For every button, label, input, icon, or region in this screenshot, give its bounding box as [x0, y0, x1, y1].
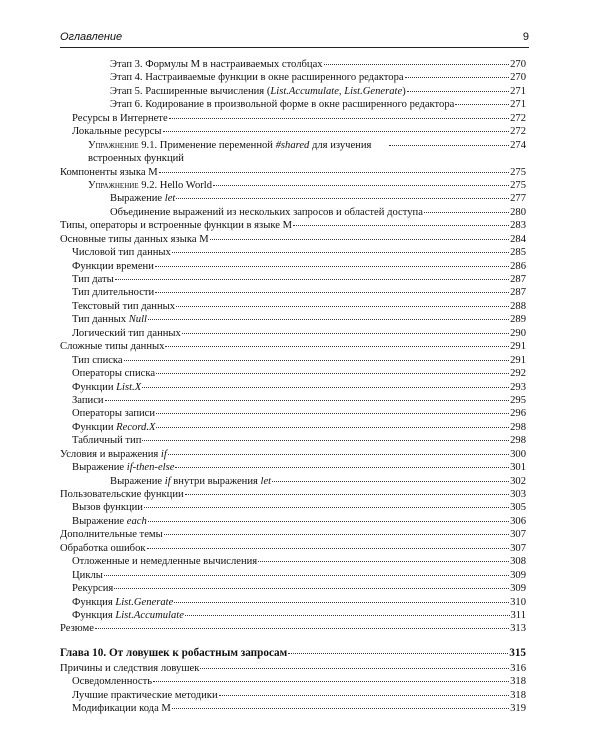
dot-leader	[147, 548, 510, 549]
toc-entry-title	[72, 461, 174, 474]
dot-leader	[104, 575, 509, 576]
toc-entry-title-part: Пользовательские функции	[60, 489, 184, 501]
toc-entry-title-part: let	[164, 193, 176, 205]
dot-leader	[324, 64, 510, 65]
dot-leader	[424, 212, 509, 213]
dot-leader	[176, 306, 509, 307]
toc-page-number: 270	[510, 59, 526, 70]
table-of-contents	[60, 58, 526, 716]
toc-entry[interactable]	[60, 327, 526, 340]
toc-page-number: 310	[510, 596, 526, 608]
toc-entry-title-part: Record.X	[116, 421, 156, 433]
toc-page-number: 296	[510, 408, 526, 420]
dot-leader	[115, 279, 509, 280]
toc-page-number: 270	[510, 72, 526, 84]
toc-entry-title-part: Компоненты языка М	[60, 166, 158, 178]
toc-entry[interactable]	[60, 488, 526, 501]
toc-page-number: 308	[510, 556, 526, 568]
dot-leader	[148, 521, 509, 522]
dot-leader	[114, 588, 509, 589]
toc-entry[interactable]	[60, 179, 526, 192]
dot-leader	[175, 467, 509, 468]
toc-entry-title	[60, 448, 167, 461]
toc-entry-title-part: Этап 6. Кодирование в произвольной форме в окне расширенного редактора	[110, 99, 455, 111]
toc-entry[interactable]	[60, 246, 526, 259]
toc-page-number: 309	[510, 569, 526, 581]
toc-entry-title-part: Тип длительности	[72, 287, 155, 299]
toc-entry-title-part: Null	[128, 314, 147, 326]
toc-entry-title-part: List.X	[116, 381, 142, 393]
toc-entry-title-part: let	[260, 475, 272, 487]
toc-page-number: 295	[510, 394, 526, 406]
toc-entry[interactable]	[60, 622, 526, 635]
toc-entry[interactable]	[60, 475, 526, 488]
toc-entry-title-part: List.Generate	[344, 85, 403, 97]
toc-entry-title	[72, 300, 175, 313]
toc-entry-title-part: Основные типы данных языка М	[60, 233, 209, 245]
toc-page-number: 271	[510, 99, 526, 111]
toc-page-number: 289	[510, 314, 526, 326]
toc-entry-title	[72, 515, 147, 528]
toc-entry[interactable]	[60, 381, 526, 394]
toc-entry-title	[72, 286, 154, 299]
toc-entry-title-part: внутри выражения	[170, 475, 261, 487]
toc-entry-title-part: Лучшие практические методики	[72, 689, 218, 701]
toc-entry-title-part: Ресурсы в Интернете	[72, 112, 168, 124]
toc-entry-title-part: if	[164, 475, 171, 487]
dot-leader	[124, 360, 509, 361]
dot-leader	[185, 615, 510, 616]
toc-page-number: 280	[510, 206, 526, 218]
toc-entry-title-part: Причины и следствия ловушек	[60, 662, 200, 674]
dot-leader	[156, 373, 509, 374]
toc-entry-title-part: Выражение	[110, 475, 165, 487]
toc-entry-title	[110, 192, 175, 205]
page-number: 9	[522, 31, 529, 43]
toc-entry[interactable]	[60, 367, 526, 380]
toc-entry-title	[72, 555, 257, 568]
toc-entry-title-part: Отложенные и немедленные вычисления	[72, 556, 258, 568]
toc-entry-title	[88, 179, 212, 192]
dot-leader	[169, 118, 509, 119]
toc-entry[interactable]	[60, 596, 526, 609]
toc-page-number: 309	[510, 583, 526, 595]
dot-leader	[293, 225, 509, 226]
toc-page-number: 287	[510, 287, 526, 299]
toc-page-number: 285	[510, 247, 526, 259]
toc-entry-title-part: Логический тип данных	[72, 327, 181, 339]
toc-entry[interactable]	[60, 448, 526, 461]
toc-entry-title	[72, 609, 184, 622]
toc-entry[interactable]	[60, 112, 526, 125]
toc-entry-title	[60, 166, 158, 179]
toc-entry-title-part: Рекурсия	[72, 583, 114, 595]
toc-entry-title-part: each	[126, 515, 147, 527]
dot-leader	[407, 91, 509, 92]
toc-page-number: 316	[510, 662, 526, 674]
toc-entry[interactable]	[60, 125, 526, 138]
dot-leader	[142, 387, 509, 388]
toc-page-number: 318	[510, 676, 526, 688]
toc-entry-title-part: Табличный тип	[72, 435, 142, 447]
toc-entry[interactable]	[60, 219, 526, 232]
toc-entry-title	[60, 219, 292, 232]
toc-entry[interactable]	[60, 300, 526, 313]
header-rule	[60, 47, 529, 48]
running-header	[60, 31, 529, 43]
toc-entry[interactable]	[60, 542, 526, 555]
toc-entry[interactable]	[60, 313, 526, 326]
toc-page-number: 272	[510, 126, 526, 138]
toc-entry-title	[60, 340, 164, 353]
dot-leader	[213, 185, 509, 186]
dot-leader	[168, 454, 509, 455]
toc-page-number: 277	[510, 193, 526, 205]
toc-entry[interactable]	[60, 98, 526, 111]
dot-leader	[210, 239, 509, 240]
toc-page-number: 307	[510, 542, 526, 554]
toc-entry-title-part: Вызов функции	[72, 502, 143, 514]
toc-page-number: 291	[510, 354, 526, 366]
toc-entry-title	[72, 260, 154, 273]
toc-entry-title	[72, 675, 152, 688]
toc-entry-title-part: ,	[338, 85, 345, 97]
toc-entry[interactable]	[60, 702, 526, 715]
toc-entry-title-part: Выражение	[72, 462, 127, 474]
toc-entry-title-part: для изучения встроенных функций	[88, 139, 372, 165]
toc-entry-title	[110, 206, 423, 219]
dot-leader	[95, 628, 509, 629]
toc-entry[interactable]	[60, 689, 526, 702]
toc-entry-title	[72, 434, 141, 447]
toc-entry-title	[72, 381, 141, 394]
toc-entry-title	[88, 139, 388, 166]
toc-entry-title-part: 9.2. Hello World	[138, 179, 213, 191]
toc-entry-title	[72, 125, 162, 138]
toc-entry[interactable]	[60, 609, 526, 622]
toc-entry[interactable]	[60, 675, 526, 688]
toc-entry-title	[110, 85, 406, 98]
toc-entry-title	[72, 702, 171, 715]
toc-page-number: 271	[510, 85, 526, 97]
toc-page-number: 301	[510, 462, 526, 474]
dot-leader	[148, 319, 509, 320]
toc-entry-title-part: if	[160, 448, 167, 460]
toc-entry[interactable]	[60, 206, 526, 219]
toc-entry-title	[72, 313, 147, 326]
toc-page-number: 292	[510, 368, 526, 380]
toc-entry-title	[72, 273, 114, 286]
dot-leader	[405, 77, 510, 78]
toc-entry-title	[72, 569, 103, 582]
toc-page-number: 291	[510, 341, 526, 353]
toc-entry[interactable]	[60, 555, 526, 568]
section-gap	[60, 636, 526, 645]
dot-leader	[156, 413, 509, 414]
toc-entry-title-part: Упражнение	[88, 139, 139, 151]
toc-page-number: 283	[510, 220, 526, 232]
toc-entry-title-part: Записи	[72, 394, 104, 406]
toc-page-number: 286	[510, 260, 526, 272]
dot-leader	[182, 333, 509, 334]
toc-entry-title-part: Осведомленность	[72, 676, 153, 688]
toc-entry-title-part: #shared	[275, 139, 310, 151]
toc-entry[interactable]	[60, 662, 526, 675]
toc-entry-title	[60, 662, 199, 675]
dot-leader	[155, 292, 509, 293]
toc-entry-title	[72, 112, 168, 125]
toc-entry-title	[72, 501, 143, 514]
toc-entry[interactable]	[60, 569, 526, 582]
toc-entry[interactable]	[60, 340, 526, 353]
dot-leader	[153, 681, 509, 682]
toc-entry[interactable]	[60, 85, 526, 98]
toc-page-number: 287	[510, 274, 526, 286]
toc-page-number: 305	[510, 502, 526, 514]
toc-page-number: 318	[510, 689, 526, 701]
dot-leader	[156, 427, 509, 428]
dot-leader	[144, 507, 509, 508]
toc-entry-title	[110, 71, 404, 84]
toc-entry-title-part: Сложные типы данных	[60, 341, 165, 353]
toc-page-number: 302	[510, 475, 526, 487]
toc-entry-title-part: List.Accumulate	[270, 85, 339, 97]
toc-page-number: 313	[510, 623, 526, 635]
toc-entry-title-part: Модификации кода М	[72, 703, 171, 715]
toc-page-number: 319	[510, 703, 526, 715]
toc-entry-title-part: Функции	[72, 421, 117, 433]
toc-entry-title-part: Упражнение	[88, 179, 139, 191]
toc-entry-title	[72, 421, 155, 434]
toc-entry[interactable]	[60, 286, 526, 299]
toc-entry-title-part: Выражение	[110, 193, 165, 205]
toc-entry-title-part: List.Accumulate	[115, 609, 184, 621]
dot-leader	[174, 602, 509, 603]
dot-leader	[219, 695, 509, 696]
toc-entry-title-part: Дополнительные темы	[60, 529, 163, 541]
toc-page-number: 306	[510, 515, 526, 527]
toc-entry-title-part: Функция	[72, 596, 116, 608]
dot-leader	[164, 534, 509, 535]
toc-entry-title-part: )	[402, 85, 406, 97]
toc-page-number: 290	[510, 327, 526, 339]
toc-page-number: 298	[510, 421, 526, 433]
toc-entry-title-part: Условия и выражения	[60, 448, 161, 460]
toc-entry-title-part: 9.1. Применение переменной	[138, 139, 276, 151]
toc-entry-title-part: if-then-else	[126, 462, 175, 474]
toc-entry-title-part: Циклы	[72, 569, 103, 581]
dot-leader	[165, 346, 509, 347]
toc-page-number: 307	[510, 529, 526, 541]
toc-entry-title-part: Этап 4. Настраиваемые функции в окне расширенного редактора	[110, 72, 404, 84]
toc-entry-title	[60, 528, 163, 541]
toc-entry-title-part: Операторы записи	[72, 408, 156, 420]
toc-entry[interactable]	[60, 515, 526, 528]
toc-entry-title-part: Этап 3. Формулы М в настраиваемых столбцах	[110, 59, 323, 70]
toc-chapter-entry[interactable]	[60, 645, 526, 662]
toc-entry[interactable]	[60, 58, 526, 71]
dot-leader	[159, 172, 509, 173]
dot-leader	[105, 400, 510, 401]
toc-entry[interactable]	[60, 139, 526, 166]
toc-entry[interactable]	[60, 434, 526, 447]
toc-entry-title-part: Типы, операторы и встроенные функции в языке М	[60, 220, 293, 232]
dot-leader	[455, 104, 509, 105]
toc-entry[interactable]	[60, 582, 526, 595]
toc-entry[interactable]	[60, 407, 526, 420]
toc-page-number: 274	[510, 139, 526, 151]
dot-leader	[258, 561, 509, 562]
toc-entry-title-part: Локальные ресурсы	[72, 126, 162, 138]
toc-entry[interactable]	[60, 501, 526, 514]
toc-entry[interactable]	[60, 421, 526, 434]
toc-page-number: 288	[510, 300, 526, 312]
toc-entry-title	[72, 354, 123, 367]
dot-leader	[172, 708, 509, 709]
toc-entry-title-part: Функция	[72, 609, 116, 621]
toc-page-number: 298	[510, 435, 526, 447]
toc-entry-title	[60, 233, 209, 246]
toc-entry[interactable]	[60, 394, 526, 407]
dot-leader	[200, 668, 509, 669]
toc-entry[interactable]	[60, 71, 526, 84]
toc-page-number: 303	[510, 489, 526, 501]
toc-entry-title-part: Функции	[72, 381, 117, 393]
toc-entry[interactable]	[60, 260, 526, 273]
toc-entry-title-part: Этап 5. Расширенные вычисления (	[110, 85, 271, 97]
toc-entry[interactable]	[60, 461, 526, 474]
dot-leader	[142, 440, 509, 441]
toc-entry-title-part: Текстовый тип данных	[72, 300, 176, 312]
toc-entry-title-part: Резюме	[60, 623, 94, 635]
toc-entry-title	[72, 367, 155, 380]
toc-entry[interactable]	[60, 166, 526, 179]
toc-entry-title	[60, 622, 94, 635]
dot-leader	[389, 145, 509, 146]
toc-entry-title	[110, 475, 271, 488]
toc-entry-title-part: Объединение выражений из нескольких запросов и областей доступа	[110, 206, 423, 218]
dot-leader	[155, 266, 509, 267]
toc-entry-title-part: Числовой тип данных	[72, 247, 171, 259]
toc-entry-title-part: Выражение	[72, 515, 127, 527]
toc-entry-title-part: Тип списка	[72, 354, 123, 366]
toc-entry-title	[110, 98, 454, 111]
toc-page-number: 300	[510, 448, 526, 460]
toc-entry[interactable]	[60, 354, 526, 367]
toc-entry-title	[60, 488, 184, 501]
toc-entry-title	[72, 596, 173, 609]
header-title: Оглавление	[60, 31, 123, 43]
toc-page-number: 311	[510, 609, 526, 621]
toc-entry-title	[72, 327, 181, 340]
toc-entry-title	[72, 407, 155, 420]
toc-entry-title	[60, 542, 146, 555]
dot-leader	[288, 653, 508, 654]
toc-page-number: 293	[510, 381, 526, 393]
toc-entry-title	[60, 645, 287, 662]
toc-page-number: 284	[510, 233, 526, 245]
toc-entry-title	[72, 246, 171, 259]
toc-page-number: 272	[510, 112, 526, 124]
toc-entry-title	[72, 582, 113, 595]
toc-entry[interactable]	[60, 233, 526, 246]
toc-entry[interactable]	[60, 192, 526, 205]
dot-leader	[163, 131, 510, 132]
toc-entry[interactable]	[60, 273, 526, 286]
dot-leader	[172, 252, 509, 253]
toc-entry-title-part: Функции времени	[72, 260, 154, 272]
toc-entry-title-part: Операторы списка	[72, 368, 156, 380]
toc-entry-title-part: Глава 10. От ловушек к робастным запросам	[60, 646, 288, 659]
toc-page-number: 275	[510, 166, 526, 178]
dot-leader	[272, 481, 509, 482]
toc-entry-title-part: List.Generate	[115, 596, 174, 608]
toc-entry[interactable]	[60, 528, 526, 541]
toc-entry-title	[110, 58, 323, 71]
toc-entry-title-part: Обработка ошибок	[60, 542, 146, 554]
dot-leader	[176, 198, 509, 199]
dot-leader	[185, 494, 509, 495]
toc-entry-title	[72, 689, 218, 702]
toc-entry-title-part: Тип даты	[72, 274, 114, 286]
toc-entry-title-part: Тип данных	[72, 314, 129, 326]
toc-entry-title	[72, 394, 104, 407]
toc-page-number: 275	[510, 179, 526, 191]
toc-page-number: 315	[509, 646, 526, 659]
